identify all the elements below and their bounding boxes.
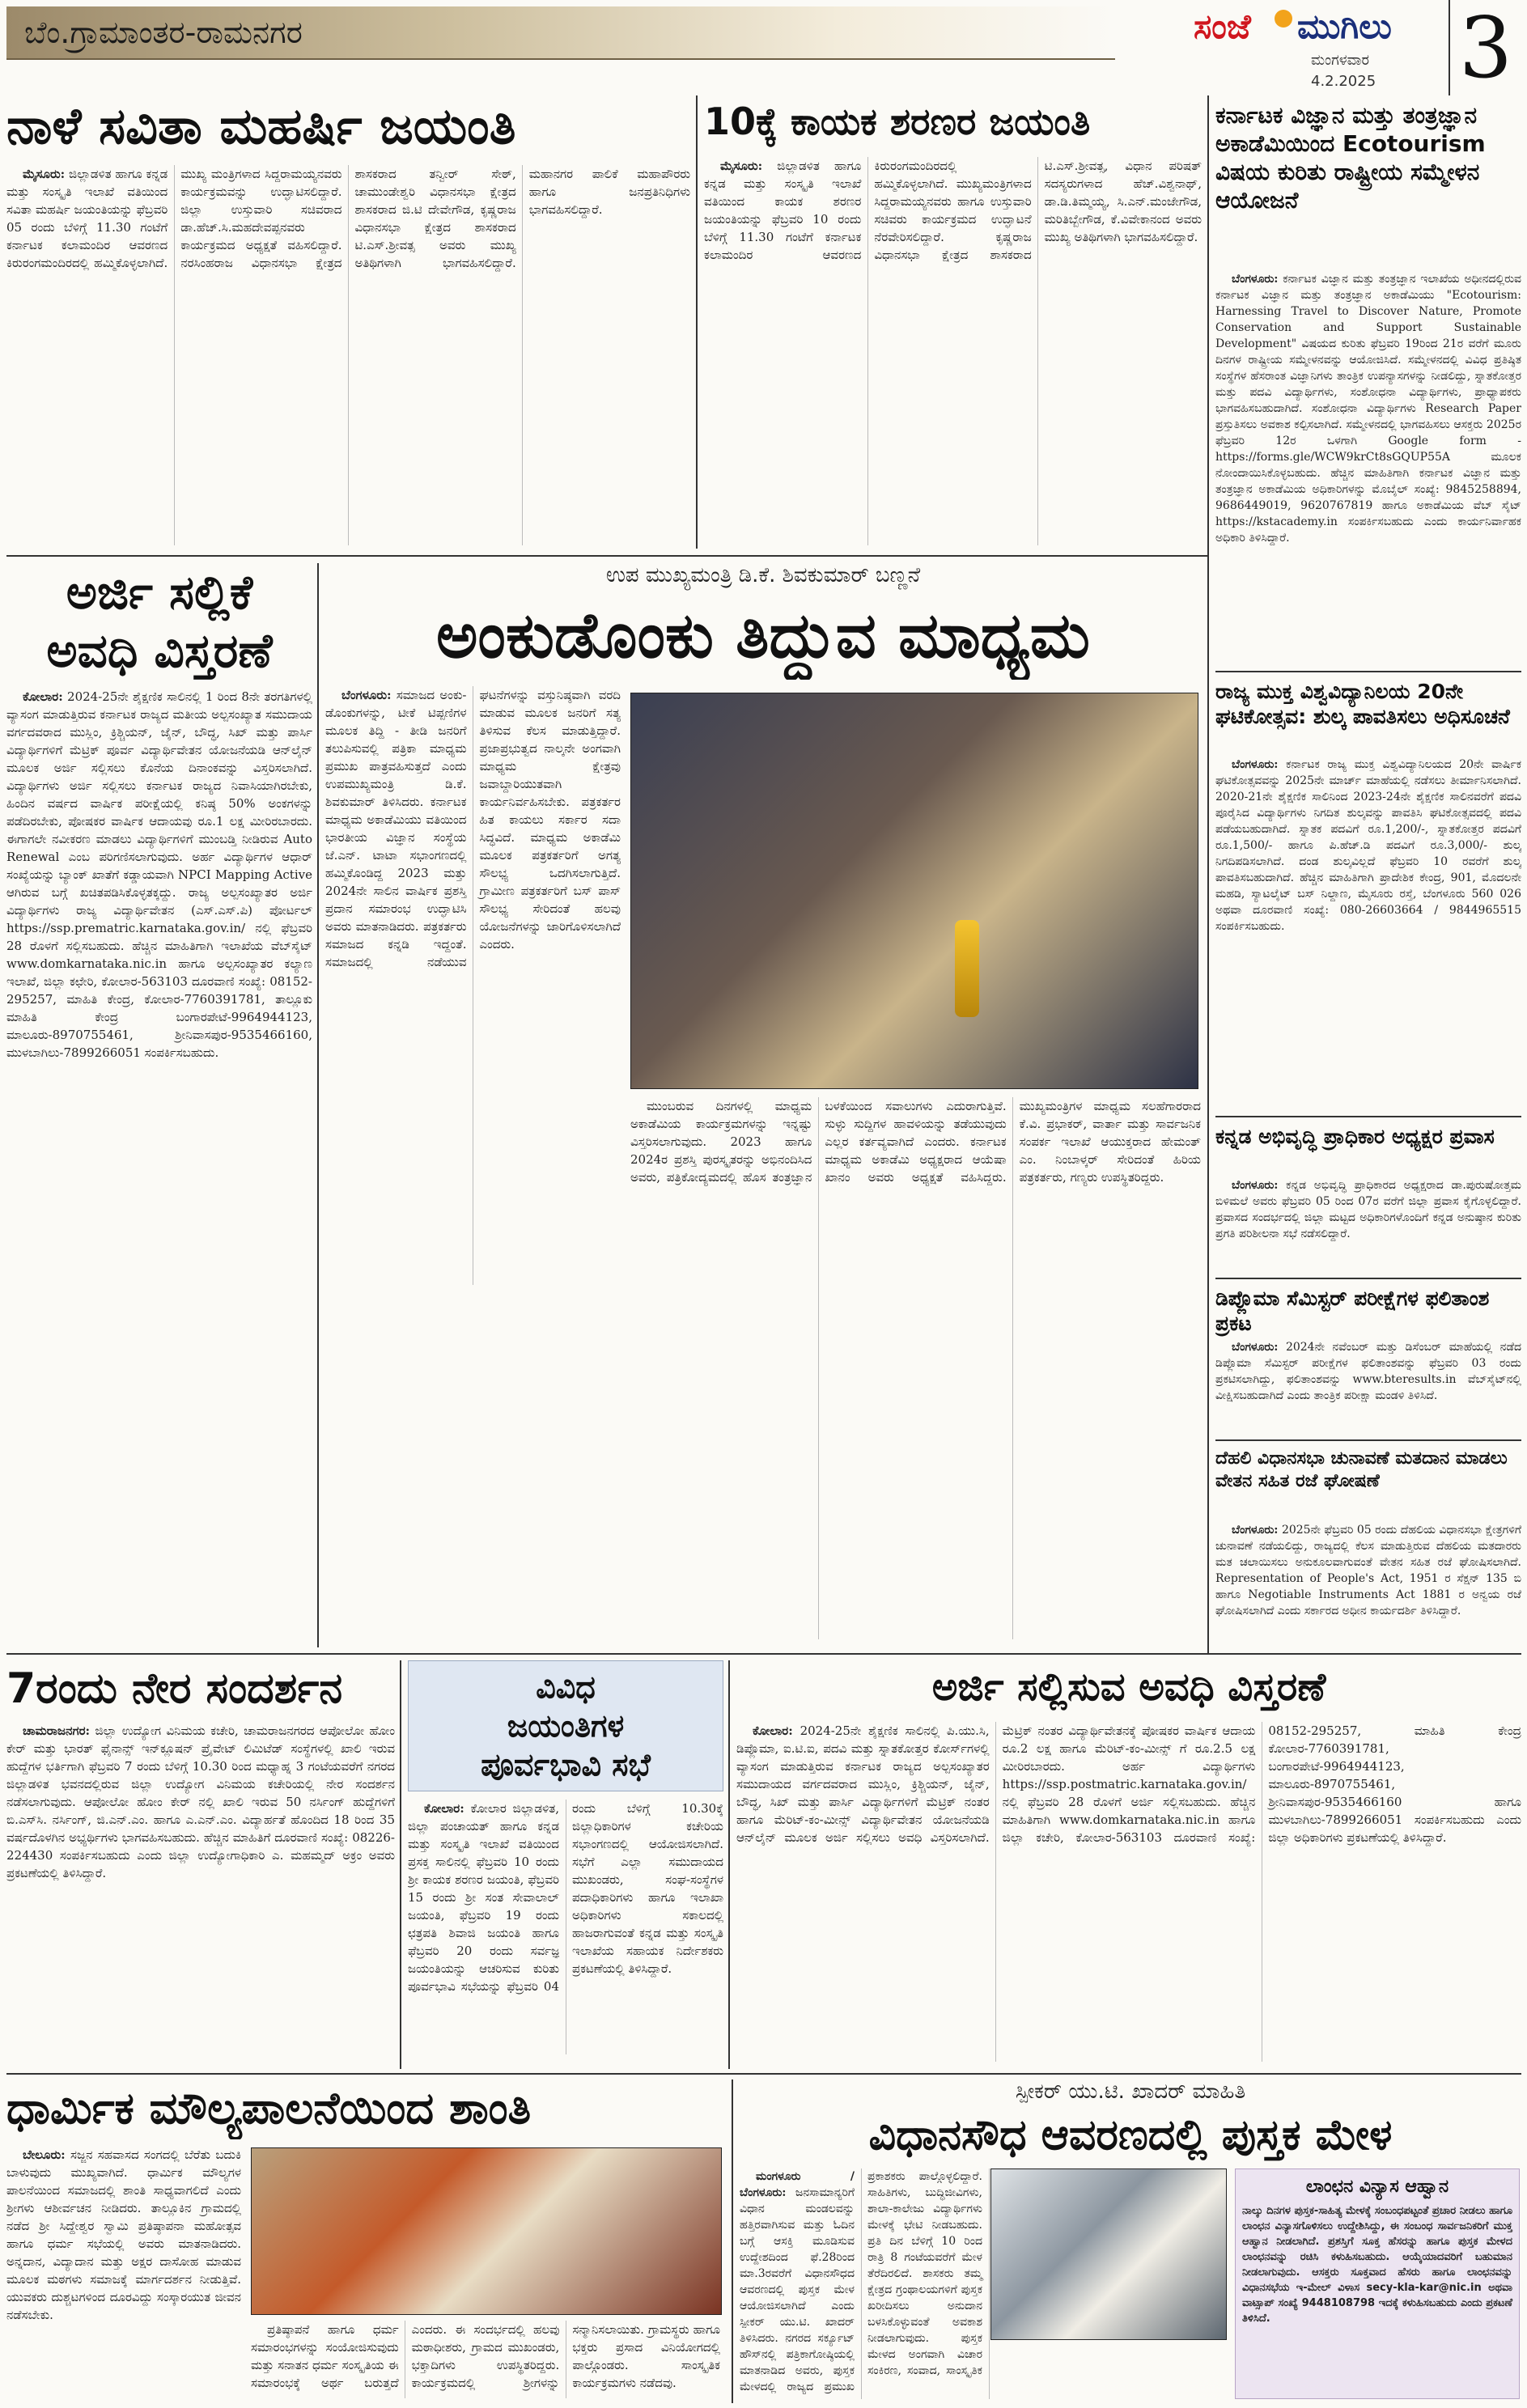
story-divider <box>1215 671 1521 672</box>
story-kayaka <box>704 95 1202 549</box>
headline-jayanthi-line2: ಜಯಂತಿಗಳ <box>507 1708 625 1744</box>
dateline: ಚಾಮರಾಜನಗರ: <box>23 1723 91 1738</box>
dateline: ಮೈಸೂರು: <box>720 159 763 173</box>
dateline: ಕೋಲಾರ: <box>753 1723 793 1738</box>
article-text: ಜಿಲ್ಲಾಡಳಿತ ಹಾಗೂ ಕನ್ನಡ ಮತ್ತು ಸಂಸ್ಕೃತಿ ಇಲಾಖೆ ವತಿಯಿಂದ ಸವಿತಾ ಮಹರ್ಷಿ ಜಯಂತಿಯನ್ನು ಫೆಬ್ರವರಿ 05 ರಂದು ಬೆಳಿಗ್ಗೆ 11.30 ಗಂಟೆಗೆ ಕರ್ನಾಟಕ ಕಲಾಮಂದಿರ ಆವರಣದ ಕಿರುರಂಗಮಂದಿರದಲ್ಲಿ ಹಮ್ಮಿಕೊಳ್ಳಲಾಗಿದೆ. ಮುಖ್ಯ ಮಂತ್ರಿಗಳಾದ ಸಿದ್ದರಾಮಯ್ಯನವರು ಕಾರ್ಯಕ್ರಮವನ್ನು ಉದ್ಘಾಟಿಸಲಿದ್ದಾರೆ. ಜಿಲ್ಲಾ ಉಸ್ತುವಾರಿ ಸಚಿವರಾದ ಡಾ.ಹೆಚ್.ಸಿ.ಮಹದೇವಪ್ಪನವರು ಕಾರ್ಯಕ್ರಮದ ಅಧ್ಯಕ್ಷತೆ ವಹಿಸಲಿದ್ದಾರೆ. ನರಸಿಂಹರಾಜ ವಿಧಾನಸಭಾ ಕ್ಷೇತ್ರದ ಶಾಸಕರಾದ ತನ್ವೀರ್ ಸೇಠ್, ಚಾಮುಂಡೇಶ್ವರಿ ವಿಧಾನಸಭಾ ಕ್ಷೇತ್ರದ ಶಾಸಕರಾದ ಜಿ.ಟಿ ದೇವೇಗೌಡ, ಕೃಷ್ಣರಾಜ ವಿಧಾನಸಭಾ ಕ್ಷೇತ್ರದ ಶಾಸಕರಾದ ಟಿ.ಎಸ್.ಶ್ರೀವತ್ಸ ಅವರು ಮುಖ್ಯ ಅತಿಥಿಗಳಾಗಿ ಭಾಗವಹಿಸಲಿದ್ದಾರೆ. ಮಹಾನಗರ ಪಾಲಿಕೆ ಮಹಾಪೌರರು ಹಾಗೂ ಜನಪ್ರತಿನಿಧಿಗಳು ಭಾಗವಹಿಸಲಿದ್ದಾರೆ. <box>6 167 690 270</box>
body-pustaka <box>740 2168 982 2399</box>
right-column <box>1215 101 1521 1653</box>
headline-dharmika: ಧಾರ್ಮಿಕ ಮೌಲ್ಯಪಾಲನೆಯಿಂದ ಶಾಂತಿ <box>6 2083 532 2134</box>
body-kannada <box>1215 1177 1521 1274</box>
section-divider <box>6 555 1207 557</box>
headline-delhi: ದೆಹಲಿ ವಿಧಾನಸಭಾ ಚುನಾವಣೆ ಮತದಾನ ಮಾಡಲು ವೇತನ ಸಹಿತ ರಜೆ ಘೋಷಣೆ <box>1215 1448 1508 1491</box>
story-divider <box>1215 1278 1521 1279</box>
article-text: 2024ನೇ ನವೆಂಬರ್ ಮತ್ತು ಡಿಸೆಂಬರ್ ಮಾಹೆಯಲ್ಲಿ ನಡೆದ ಡಿಪ್ಲೊಮಾ ಸೆಮಿಸ್ಟರ್ ಪರೀಕ್ಷೆಗಳ ಫಲಿತಾಂಶವನ್ನು ಫೆಬ್ರವರಿ 03 ರಂದು ಪ್ರಕಟಿಸಲಾಗಿದ್ದು, ಫಲಿತಾಂಶವನ್ನು www.bteresults.in ವೆಬ್‌ಸೈಟ್‌ನಲ್ಲಿ ವೀಕ್ಷಿಸಬಹುದಾಗಿದೆ ಎಂದು ತಾಂತ್ರಿಕ ಪರೀಕ್ಷಾ ಮಂಡಳಿ ತಿಳಿಸಿದೆ. <box>1215 1341 1521 1402</box>
body-arji <box>6 688 312 1634</box>
headline-lanchana: ಲಾಂಛನ ವಿನ್ಯಾಸ ಆಹ್ವಾನ <box>1305 2177 1449 2197</box>
column-divider <box>400 1660 401 2069</box>
body-avadhi <box>736 1722 1521 2062</box>
story-dharmika <box>6 2079 727 2403</box>
body-univ-fee <box>1215 757 1521 1113</box>
headline-pustaka: ವಿಧಾನಸೌಧ ಆವರಣದಲ್ಲಿ ಪುಸ್ತಕ ಮೇಳ <box>868 2111 1393 2160</box>
headline-nera: 7ರಂದು ನೇರ ಸಂದರ್ಶನ <box>6 1664 343 1713</box>
brand-name-left: ಸಂಜೆ <box>1194 6 1251 46</box>
article-text: ಜನಸಾಮಾನ್ಯರಿಗೆ ವಿಧಾನ ಮಂಡಲವನ್ನು ಹತ್ತಿರವಾಗಿಸುವ ಮತ್ತು ಓದಿನ ಬಗ್ಗೆ ಆಸಕ್ತಿ ಮೂಡಿಸುವ ಉದ್ದೇಶದಿಂದ ಫೆ.28ರಿಂದ ಮಾ.3ರವರೆಗೆ ವಿಧಾನಸೌಧದ ಆವರಣದಲ್ಲಿ ಪುಸ್ತಕ ಮೇಳ ಆಯೋಜಿಸಲಾಗಿದೆ ಎಂದು ಸ್ಪೀಕರ್ ಯು.ಟಿ. ಖಾದರ್ ತಿಳಿಸಿದರು. ನಗರದ ಸರ್ಕ್ಯೂಟ್ ಹೌಸ್‌ನಲ್ಲಿ ಪತ್ರಿಕಾಗೋಷ್ಠಿಯಲ್ಲಿ ಮಾತನಾಡಿದ ಅವರು, ಪುಸ್ತಕ ಮೇಳದಲ್ಲಿ ರಾಜ್ಯದ ಪ್ರಮುಖ ಪ್ರಕಾಶಕರು ಪಾಲ್ಗೊಳ್ಳಲಿದ್ದಾರೆ. ಸಾಹಿತಿಗಳು, ಬುದ್ಧಿಜೀವಿಗಳು, ಶಾಲಾ-ಕಾಲೇಜು ವಿದ್ಯಾರ್ಥಿಗಳು ಮೇಳಕ್ಕೆ ಭೇಟಿ ನೀಡಬಹುದು. ಪ್ರತಿ ದಿನ ಬೆಳಿಗ್ಗೆ 10 ರಿಂದ ರಾತ್ರಿ 8 ಗಂಟೆಯವರೆಗೆ ಮೇಳ ತೆರೆದಿರಲಿದೆ. ಶಾಸಕರು ತಮ್ಮ ಕ್ಷೇತ್ರದ ಗ್ರಂಥಾಲಯಗಳಿಗೆ ಪುಸ್ತಕ ಖರೀದಿಸಲು ಅನುದಾನ ಬಳಸಿಕೊಳ್ಳುವಂತೆ ಅವಕಾಶ ನೀಡಲಾಗುವುದು. ಪುಸ್ತಕ ಮೇಳದ ಅಂಗವಾಗಿ ವಿಚಾರ ಸಂಕಿರಣ, ಸಂವಾದ, ಸಾಂಸ್ಕೃತಿಕ <box>740 2170 982 2393</box>
story-avadhi <box>736 1660 1521 2069</box>
headline-univ-fee: ರಾಜ್ಯ ಮುಕ್ತ ವಿಶ್ವವಿದ್ಯಾನಿಲಯ 20ನೇ ಘಟಿಕೋತ್ಸವ: ಶುಲ್ಕ ಪಾವತಿಸಲು ಅಧಿಸೂಚನೆ <box>1215 680 1510 729</box>
section-divider <box>6 2073 1521 2075</box>
body-delhi <box>1215 1522 1521 1653</box>
headline-dkshi: ಅಂಕುಡೊಂಕು ತಿದ್ದುವ ಮಾಧ್ಯಮ <box>436 600 1090 672</box>
body-dharmika-right <box>251 2321 720 2398</box>
masthead-brand <box>1194 6 1436 95</box>
article-text: ಮುಂಬರುವ ದಿನಗಳಲ್ಲಿ ಮಾಧ್ಯಮ ಅಕಾಡೆಮಿಯ ಕಾರ್ಯಕ್ರಮಗಳನ್ನು ಇನ್ನಷ್ಟು ವಿಸ್ತರಿಸಲಾಗುವುದು. 2023 ಹಾಗೂ 2024ರ ಪ್ರಶಸ್ತಿ ಪುರಸ್ಕೃತರನ್ನು ಅಭಿನಂದಿಸಿದ ಅವರು, ಪತ್ರಿಕೋದ್ಯಮದಲ್ಲಿ ಹೊಸ ತಂತ್ರಜ್ಞಾನ ಬಳಕೆಯಿಂದ ಸವಾಲುಗಳು ಎದುರಾಗುತ್ತಿವೆ. ಸುಳ್ಳು ಸುದ್ದಿಗಳ ಹಾವಳಿಯನ್ನು ತಡೆಯುವುದು ಎಲ್ಲರ ಕರ್ತವ್ಯವಾಗಿದೆ ಎಂದರು. ಕರ್ನಾಟಕ ಮಾಧ್ಯಮ ಅಕಾಡೆಮಿ ಅಧ್ಯಕ್ಷರಾದ ಆಯೆಷಾ ಖಾನಂ ಅವರು ಅಧ್ಯಕ್ಷತೆ ವಹಿಸಿದ್ದರು. ಮುಖ್ಯಮಂತ್ರಿಗಳ ಮಾಧ್ಯಮ ಸಲಹೆಗಾರರಾದ ಕೆ.ವಿ. ಪ್ರಭಾಕರ್, ವಾರ್ತಾ ಮತ್ತು ಸಾರ್ವಜನಿಕ ಸಂಪರ್ಕ ಇಲಾಖೆ ಆಯುಕ್ತರಾದ ಹೇಮಂತ್ ಎಂ. ನಿಂಬಾಳ್ಕರ್ ಸೇರಿದಂತೆ ಹಿರಿಯ ಪತ್ರಕರ್ತರು, ಗಣ್ಯರು ಉಪಸ್ಥಿತರಿದ್ದರು. <box>630 1099 1201 1185</box>
headline-diploma: ಡಿಪ್ಲೊಮಾ ಸೆಮಿಸ್ಟರ್ ಪರೀಕ್ಷೆಗಳ ಫಲಿತಾಂಶ ಪ್ರಕಟ <box>1215 1287 1490 1336</box>
dkshi-event-photo <box>630 693 1198 1089</box>
column-divider <box>1207 95 1209 1653</box>
headline-avadhi: ಅರ್ಜಿ ಸಲ್ಲಿಸುವ ಅವಧಿ ವಿಸ್ತರಣೆ <box>931 1664 1326 1710</box>
body-diploma <box>1215 1339 1521 1436</box>
headline-jayanthi-line3: ಪೂರ್ವಭಾವಿ ಸಭೆ <box>481 1747 651 1783</box>
section-label: ಬೆಂ.ಗ್ರಾಮಾಂತರ-ರಾಮನಗರ <box>24 15 303 50</box>
dateline: ಮಂಗಳೂರು / ಬೆಂಗಳೂರು: <box>740 2170 855 2199</box>
story-nera <box>6 1660 395 2069</box>
section-label-bar <box>6 6 1115 60</box>
dateline: ಬೆಂಗಳೂರು: <box>1232 1179 1279 1192</box>
column-divider <box>732 2079 733 2403</box>
headline-box <box>408 1660 723 1791</box>
body-kayaka <box>704 157 1202 545</box>
body-ecotourism <box>1215 271 1521 668</box>
body-dkshi-bottom <box>630 1097 1201 1639</box>
body-dharmika-left <box>6 2146 241 2397</box>
headline-arji-line2: ಅವಧಿ ವಿಸ್ತರಣೆ <box>46 623 273 678</box>
dateline: ಬೆಂಗಳೂರು: <box>1232 758 1279 771</box>
lanchana-text: ನಾಲ್ಕು ದಿನಗಳ ಪುಸ್ತಕ-ಸಾಹಿತ್ಯ ಮೇಳಕ್ಕೆ ಸಂಬಂಧಪಟ್ಟಂತೆ ಪ್ರಚಾರ ನೀಡಲು ಹಾಗೂ ಲಾಂಛನ ವಿನ್ಯಾಸಗೊಳಿಸಲು ಉದ್ದೇಶಿಸಿದ್ದು, ಈ ಸಂಬಂಧ ಸಾರ್ವಜನಿಕರಿಗೆ ಮುಕ್ತ ಆಹ್ವಾನ ನೀಡಲಾಗಿದೆ. ಪ್ರಶಸ್ತಿಗೆ ಸೂಕ್ತ ಹೆಸರನ್ನು ಹಾಗೂ ಪುಸ್ತಕ ಮೇಳದ ಲಾಂಛನವನ್ನು ರಚಿಸಿ ಕಳುಹಿಸಬಹುದು. ಆಯ್ಕೆಯಾದವರಿಗೆ ಬಹುಮಾನ ನೀಡಲಾಗುವುದು. ಆಸಕ್ತರು ಸೂಕ್ತವಾದ ಹೆಸರು ಹಾಗೂ ಲಾಂಛನವನ್ನು ವಿಧಾನಸಭೆಯ ಇ-ಮೇಲ್ ವಿಳಾಸ secy-kla-kar@nic.in ಅಥವಾ ವಾಟ್ಸಾಪ್ ಸಂಖ್ಯೆ 9448108798 ಇದಕ್ಕೆ ಕಳುಹಿಸಬಹುದು ಎಂದು ಪ್ರಕಟಣೆ ತಿಳಿಸಿದೆ. <box>1242 2204 1512 2325</box>
kicker-dkshi: ಉಪ ಮುಖ್ಯಮಂತ್ರಿ ಡಿ.ಕೆ. ಶಿವಕುಮಾರ್ ಬಣ್ಣನೆ <box>605 563 921 587</box>
dateline: ಬೆಂಗಳೂರು: <box>1232 1341 1279 1354</box>
headline-savitha: ನಾಳೆ ಸವಿತಾ ಮಹರ್ಷಿ ಜಯಂತಿ <box>6 96 516 155</box>
article-text: ಸಜ್ಜನ ಸಹವಾಸದ ಸಂಗದಲ್ಲಿ ಬೆರೆತು ಬದುಕಿ ಬಾಳುವುದು ಮುಖ್ಯವಾಗಿದೆ. ಧಾರ್ಮಿಕ ಮೌಲ್ಯಗಳ ಪಾಲನೆಯಿಂದ ಸಮಾಜದಲ್ಲಿ ಶಾಂತಿ ಸಾಧ್ಯವಾಗಲಿದೆ ಎಂದು ಶ್ರೀಗಳು ಆಶೀರ್ವಚನ ನೀಡಿದರು. ತಾಲ್ಲೂಕಿನ ಗ್ರಾಮದಲ್ಲಿ ನಡೆದ ಶ್ರೀ ಸಿದ್ದೇಶ್ವರ ಸ್ವಾಮಿ ಪ್ರತಿಷ್ಠಾಪನಾ ಮಹೋತ್ಸವ ಹಾಗೂ ಧರ್ಮ ಸಭೆಯಲ್ಲಿ ಅವರು ಮಾತನಾಡಿದರು. ಅನ್ನದಾನ, ವಿದ್ಯಾದಾನ ಮತ್ತು ಅಕ್ಷರ ದಾಸೋಹ ಮಾಡುವ ಮೂಲಕ ಮಠಗಳು ಸಮಾಜಕ್ಕೆ ಮಾರ್ಗದರ್ಶನ ನೀಡುತ್ತಿವೆ. ಯುವಕರು ದುಶ್ಚಟಗಳಿಂದ ದೂರವಿದ್ದು ಸಂಸ್ಕಾರಯುತ ಜೀವನ ನಡೆಸಬೇಕು. <box>6 2147 241 2322</box>
headline-kannada: ಕನ್ನಡ ಅಭಿವೃದ್ಧಿ ಪ್ರಾಧಿಕಾರ ಅಧ್ಯಕ್ಷರ ಪ್ರವಾಸ <box>1215 1125 1495 1148</box>
article-text: ಕರ್ನಾಟಕ ರಾಜ್ಯ ಮುಕ್ತ ವಿಶ್ವವಿದ್ಯಾನಿಲಯದ 20ನೇ ವಾರ್ಷಿಕ ಘಟಿಕೋತ್ಸವವನ್ನು 2025ನೇ ಮಾರ್ಚ್ ಮಾಹೆಯಲ್ಲಿ ನಡೆಸಲು ತೀರ್ಮಾನಿಸಲಾಗಿದೆ. 2020-21ನೇ ಶೈಕ್ಷಣಿಕ ಸಾಲಿನಿಂದ 2023-24ನೇ ಶೈಕ್ಷಣಿಕ ಸಾಲಿನವರೆಗೆ ಪದವಿ ಪೂರೈಸಿದ ವಿದ್ಯಾರ್ಥಿಗಳು ನಿಗದಿತ ಶುಲ್ಕವನ್ನು ಪಾವತಿಸಿ ಘಟಿಕೋತ್ಸವದಲ್ಲಿ ಪದವಿ ಪಡೆಯಬಹುದಾಗಿದೆ. ಸ್ನಾತಕ ಪದವಿಗೆ ರೂ.1,200/-, ಸ್ನಾತಕೋತ್ತರ ಪದವಿಗೆ ರೂ.1,500/- ಹಾಗೂ ಪಿ.ಹೆಚ್.ಡಿ ಪದವಿಗೆ ರೂ.3,000/- ಶುಲ್ಕ ನಿಗದಿಪಡಿಸಲಾಗಿದೆ. ದಂಡ ಶುಲ್ಕವಿಲ್ಲದೆ ಫೆಬ್ರವರಿ 10 ರವರೆಗೆ ಶುಲ್ಕ ಪಾವತಿಸಬಹುದಾಗಿದೆ. ಹೆಚ್ಚಿನ ಮಾಹಿತಿಗಾಗಿ ಪ್ರಾದೇಶಿಕ ಕೇಂದ್ರ, 901, ಮೊದಲನೇ ಮಹಡಿ, ಸ್ಯಾಟಲೈಟ್ ಬಸ್ ನಿಲ್ದಾಣ, ಮೈಸೂರು ರಸ್ತೆ, ಬೆಂಗಳೂರು 560 026 ಅಥವಾ ದೂರವಾಣಿ ಸಂಖ್ಯೆ: 080-26603664 / 9844965515 ಸಂಪರ್ಕಿಸಬಹುದು. <box>1215 758 1521 933</box>
headline-jayanthi-line1: ವಿವಿಧ <box>536 1669 596 1705</box>
body-dkshi-top <box>325 686 621 1285</box>
dateline: ಮೈಸೂರು: <box>23 167 66 181</box>
article-text: ಕರ್ನಾಟಕ ವಿಜ್ಞಾನ ಮತ್ತು ತಂತ್ರಜ್ಞಾನ ಇಲಾಖೆಯ ಅಧೀನದಲ್ಲಿರುವ ಕರ್ನಾಟಕ ವಿಜ್ಞಾನ ಮತ್ತು ತಂತ್ರಜ್ಞಾನ ಅಕಾಡೆಮಿಯು "Ecotourism: Harnessing Travel to Discover Nature, Promote Conservation and Support Sustainable Development" ವಿಷಯದ ಕುರಿತು ಫೆಬ್ರವರಿ 19ರಿಂದ 21ರ ವರೆಗೆ ಮೂರು ದಿನಗಳ ರಾಷ್ಟ್ರೀಯ ಸಮ್ಮೇಳನವನ್ನು ಆಯೋಜಿಸಿದೆ. ಸಮ್ಮೇಳನದಲ್ಲಿ ವಿವಿಧ ಪ್ರತಿಷ್ಠಿತ ಸಂಸ್ಥೆಗಳ ಹೆಸರಾಂತ ವಿಜ್ಞಾನಿಗಳು ತಾಂತ್ರಿಕ ಉಪನ್ಯಾಸಗಳನ್ನು ನೀಡಲಿದ್ದು, ಸ್ನಾತಕೋತ್ತರ ಮತ್ತು ಪದವಿ ವಿದ್ಯಾರ್ಥಿಗಳು, ಸಂಶೋಧನಾ ವಿದ್ಯಾರ್ಥಿಗಳು, ಪ್ರಾಧ್ಯಾಪಕರು ಭಾಗವಹಿಸಬಹುದಾಗಿದೆ. ಸಂಶೋಧನಾ ವಿದ್ಯಾರ್ಥಿಗಳು Research Paper ಪ್ರಸ್ತುತಿಸಲು ಅವಕಾಶ ಕಲ್ಪಿಸಲಾಗಿದೆ. ಸಮ್ಮೇಳನದಲ್ಲಿ ಭಾಗವಹಿಸಲು ಆಸಕ್ತರು 2025ರ ಫೆಬ್ರವರಿ 12ರ ಒಳಗಾಗಿ Google form - https://forms.gle/WCW9krCt8sGQUP55A ಮೂಲಕ ನೋಂದಾಯಿಸಿಕೊಳ್ಳಬಹುದು. ಹೆಚ್ಚಿನ ಮಾಹಿತಿಗಾಗಿ ಕರ್ನಾಟಕ ವಿಜ್ಞಾನ ಮತ್ತು ತಂತ್ರಜ್ಞಾನ ಅಕಾಡೆಮಿಯ ಅಧಿಕಾರಿಗಳನ್ನು ಮೊಬೈಲ್ ಸಂಖ್ಯೆ: 9845258894, 9686449019, 9620767819 ಹಾಗೂ ಅಕಾಡೆಮಿಯ ವೆಬ್ ಸೈಟ್ https://kstacademy.in ಸಂಪರ್ಕಿಸಬಹುದು ಎಂದು ಕಾರ್ಯನಿರ್ವಾಹಕ ಅಧಿಕಾರಿ ತಿಳಿಸಿದ್ದಾರೆ. <box>1215 273 1521 545</box>
article-text: ಸಮಾಜದ ಅಂಕು-ಡೊಂಕುಗಳನ್ನು, ಟೀಕೆ ಟಿಪ್ಪಣಿಗಳ ಮೂಲಕ ತಿದ್ದಿ - ತೀಡಿ ಜನರಿಗೆ ತಲುಪಿಸುವಲ್ಲಿ ಪತ್ರಿಕಾ ಮಾಧ್ಯಮ ಪ್ರಮುಖ ಪಾತ್ರವಹಿಸುತ್ತದೆ ಎಂದು ಉಪಮುಖ್ಯಮಂತ್ರಿ ಡಿ.ಕೆ. ಶಿವಕುಮಾರ್ ತಿಳಿಸಿದರು. ಕರ್ನಾಟಕ ಮಾಧ್ಯಮ ಅಕಾಡೆಮಿಯು ವತಿಯಿಂದ ಭಾರತೀಯ ವಿಜ್ಞಾನ ಸಂಸ್ಥೆಯ ಜೆ.ಎನ್. ಟಾಟಾ ಸಭಾಂಗಣದಲ್ಲಿ ಹಮ್ಮಿಕೊಂಡಿದ್ದ 2023 ಮತ್ತು 2024ನೇ ಸಾಲಿನ ವಾರ್ಷಿಕ ಪ್ರಶಸ್ತಿ ಪ್ರದಾನ ಸಮಾರಂಭ ಉದ್ಘಾಟಿಸಿ ಅವರು ಮಾತನಾಡಿದರು. ಪತ್ರಕರ್ತರು ಸಮಾಜದ ಕನ್ನಡಿ ಇದ್ದಂತೆ. ಸಮಾಜದಲ್ಲಿ ನಡೆಯುವ ಘಟನೆಗಳನ್ನು ವಸ್ತುನಿಷ್ಠವಾಗಿ ವರದಿ ಮಾಡುವ ಮೂಲಕ ಜನರಿಗೆ ಸತ್ಯ ತಿಳಿಸುವ ಕೆಲಸ ಮಾಡುತ್ತಿದ್ದಾರೆ. ಪ್ರಜಾಪ್ರಭುತ್ವದ ನಾಲ್ಕನೇ ಅಂಗವಾಗಿ ಮಾಧ್ಯಮ ಕ್ಷೇತ್ರವು ಜವಾಬ್ದಾರಿಯುತವಾಗಿ ಕಾರ್ಯನಿರ್ವಹಿಸಬೇಕು. ಪತ್ರಕರ್ತರ ಹಿತ ಕಾಯಲು ಸರ್ಕಾರ ಸದಾ ಸಿದ್ಧವಿದೆ. ಮಾಧ್ಯಮ ಅಕಾಡೆಮಿ ಮೂಲಕ ಪತ್ರಕರ್ತರಿಗೆ ಅಗತ್ಯ ಸೌಲಭ್ಯ ಒದಗಿಸಲಾಗುತ್ತಿದೆ. ಗ್ರಾಮೀಣ ಪತ್ರಕರ್ತರಿಗೆ ಬಸ್ ಪಾಸ್ ಸೌಲಭ್ಯ ಸೇರಿದಂತೆ ಹಲವು ಯೋಜನೆಗಳನ್ನು ಜಾರಿಗೊಳಿಸಲಾಗಿದೆ ಎಂದರು. <box>325 688 621 969</box>
dateline: ಕೋಲಾರ: <box>23 689 63 704</box>
column-divider <box>317 563 319 1647</box>
column-divider <box>696 95 698 549</box>
dateline: ಬೆಂಗಳೂರು: <box>1232 1524 1279 1537</box>
lanchana-box <box>1235 2168 1520 2399</box>
dateline: ಬೇಲೂರು: <box>23 2147 66 2162</box>
article-text: 2024-25ನೇ ಶೈಕ್ಷಣಿಕ ಸಾಲಿನಲ್ಲಿ ಪಿ.ಯು.ಸಿ, ಡಿಪ್ಲೊಮಾ, ಐ.ಟಿ.ಐ, ಪದವಿ ಮತ್ತು ಸ್ನಾತಕೋತ್ತರ ಕೋರ್ಸ್‌ಗಳಲ್ಲಿ ವ್ಯಾಸಂಗ ಮಾಡುತ್ತಿರುವ ಕರ್ನಾಟಕ ರಾಜ್ಯದ ಅಲ್ಪಸಂಖ್ಯಾತರ ಸಮುದಾಯದ ವರ್ಗದವರಾದ ಮುಸ್ಲಿಂ, ಕ್ರಿಶ್ಚಿಯನ್, ಜೈನ್, ಬೌದ್ಧ, ಸಿಖ್ ಮತ್ತು ಪಾರ್ಸಿ ವಿದ್ಯಾರ್ಥಿಗಳಿಗೆ ಮೆಟ್ರಿಕ್ ನಂತರ ಹಾಗೂ ಮೆರಿಟ್-ಕಂ-ಮೀನ್ಸ್ ವಿದ್ಯಾರ್ಥಿವೇತನ ಯೋಜನೆಯಡಿ ಆನ್‌ಲೈನ್ ಮೂಲಕ ಅರ್ಜಿ ಸಲ್ಲಿಸಲು ಅವಧಿ ವಿಸ್ತರಿಸಲಾಗಿದೆ. ಮೆಟ್ರಿಕ್ ನಂತರ ವಿದ್ಯಾರ್ಥಿವೇತನಕ್ಕೆ ಪೋಷಕರ ವಾರ್ಷಿಕ ಆದಾಯ ರೂ.2 ಲಕ್ಷ ಹಾಗೂ ಮೆರಿಟ್-ಕಂ-ಮೀನ್ಸ್ ಗೆ ರೂ.2.5 ಲಕ್ಷ ಮೀರಿರಬಾರದು. ಅರ್ಹ ವಿದ್ಯಾರ್ಥಿಗಳು https://ssp.postmatric.karnataka.gov.in/ ನಲ್ಲಿ ಫೆಬ್ರವರಿ 28 ರೊಳಗೆ ಅರ್ಜಿ ಸಲ್ಲಿಸಬಹುದು. ಹೆಚ್ಚಿನ ಮಾಹಿತಿಗಾಗಿ www.domkarnataka.nic.in ಹಾಗೂ ಜಿಲ್ಲಾ ಕಚೇರಿ, ಕೋಲಾರ-563103 ದೂರವಾಣಿ ಸಂಖ್ಯೆ: 08152-295257, ಮಾಹಿತಿ ಕೇಂದ್ರ ಕೋಲಾರ-7760391781, ಬಂಗಾರಪೇಟೆ-9964944123, ಮಾಲೂರು-8970755461, ಶ್ರೀನಿವಾಸಪುರ-9535466160 ಹಾಗೂ ಮುಳಬಾಗಿಲು-7899266051 ಸಂಪರ್ಕಿಸಬಹುದು ಎಂದು ಜಿಲ್ಲಾ ಅಧಿಕಾರಿಗಳು ಪ್ರಕಟಣೆಯಲ್ಲಿ ತಿಳಿಸಿದ್ದಾರೆ. <box>736 1723 1521 1845</box>
story-divider <box>1215 1116 1521 1117</box>
article-text: ಜಿಲ್ಲಾ ಉದ್ಯೋಗ ವಿನಿಮಯ ಕಚೇರಿ, ಚಾಮರಾಜನಗರದ ಆಪೋಲೋ ಹೋಂ ಕೇರ್ ಮತ್ತು ಭಾರತ್ ಫೈನಾನ್ಸ್ ಇನ್‌ಕ್ಲೂಷನ್ ಪ್ರೈವೇಟ್ ಲಿಮಿಟೆಡ್ ಸಂಸ್ಥೆಗಳಲ್ಲಿ ಖಾಲಿ ಇರುವ ಹುದ್ದೆಗಳ ಭರ್ತಿಗಾಗಿ ಫೆಬ್ರವರಿ 7 ರಂದು ಬೆಳಿಗ್ಗೆ 10.30 ರಿಂದ ಮಧ್ಯಾಹ್ನ 3 ಗಂಟೆಯವರೆಗೆ ನಗರದ ಜಿಲ್ಲಾಡಳಿತ ಭವನದಲ್ಲಿರುವ ಜಿಲ್ಲಾ ಉದ್ಯೋಗ ವಿನಿಮಯ ಕಚೇರಿಯಲ್ಲಿ ನೇರ ಸಂದರ್ಶನ ನಡೆಸಲಾಗುವುದು. ಆಪೋಲೋ ಹೋಂ ಕೇರ್ ನಲ್ಲಿ ಖಾಲಿ ಇರುವ 50 ನರ್ಸಿಂಗ್ ಹುದ್ದೆಗಳಿಗೆ ಬಿ.ಎಸ್‌ಸಿ. ನರ್ಸಿಂಗ್, ಜಿ.ಎನ್.ಎಂ. ಹಾಗೂ ಎ.ಎನ್.ಎಂ. ವಿದ್ಯಾರ್ಹತೆ ಹೊಂದಿದ 18 ರಿಂದ 35 ವರ್ಷದೊಳಗಿನ ಅಭ್ಯರ್ಥಿಗಳು ಭಾಗವಹಿಸಬಹುದು. ಹೆಚ್ಚಿನ ಮಾಹಿತಿಗೆ ದೂರವಾಣಿ ಸಂಖ್ಯೆ: 08226-224430 ಸಂಪರ್ಕಿಸಬಹುದು ಎಂದು ಜಿಲ್ಲಾ ಉದ್ಯೋಗಾಧಿಕಾರಿ ಎ. ಮಹಮ್ಮದ್ ಅಕ್ರಂ ಅವರು ಪ್ರಕಟಣೆಯಲ್ಲಿ ತಿಳಿಸಿದ್ದಾರೆ. <box>6 1723 395 1880</box>
brand-name-right: ಮುಗಿಲು <box>1297 6 1392 46</box>
dateline: ಕೋಲಾರ: <box>424 1801 464 1816</box>
page-number: 3 <box>1449 0 1521 95</box>
dateline: ಬೆಂಗಳೂರು: <box>1232 273 1279 286</box>
story-dkshi <box>325 563 1201 1647</box>
body-jayanthi-sabhe <box>408 1800 723 2054</box>
lamp-lighting-icon <box>955 920 979 1017</box>
article-text: ಕೋಲಾರ ಜಿಲ್ಲಾಡಳಿತ, ಜಿಲ್ಲಾ ಪಂಚಾಯತ್ ಹಾಗೂ ಕನ್ನಡ ಮತ್ತು ಸಂಸ್ಕೃತಿ ಇಲಾಖೆ ವತಿಯಿಂದ ಪ್ರಸಕ್ತ ಸಾಲಿನಲ್ಲಿ ಫೆಬ್ರವರಿ 10 ರಂದು ಶ್ರೀ ಕಾಯಕ ಶರಣರ ಜಯಂತಿ, ಫೆಬ್ರವರಿ 15 ರಂದು ಶ್ರೀ ಸಂತ ಸೇವಾಲಾಲ್ ಜಯಂತಿ, ಫೆಬ್ರವರಿ 19 ರಂದು ಛತ್ರಪತಿ ಶಿವಾಜಿ ಜಯಂತಿ ಹಾಗೂ ಫೆಬ್ರವರಿ 20 ರಂದು ಸರ್ವಜ್ಞ ಜಯಂತಿಯನ್ನು ಆಚರಿಸುವ ಕುರಿತು ಪೂರ್ವಭಾವಿ ಸಭೆಯನ್ನು ಫೆಬ್ರವರಿ 04 ರಂದು ಬೆಳಿಗ್ಗೆ 10.30ಕ್ಕೆ ಜಿಲ್ಲಾಧಿಕಾರಿಗಳ ಕಚೇರಿಯ ಸಭಾಂಗಣದಲ್ಲಿ ಆಯೋಜಿಸಲಾಗಿದೆ. ಸಭೆಗೆ ಎಲ್ಲಾ ಸಮುದಾಯದ ಮುಖಂಡರು, ಸಂಘ-ಸಂಸ್ಥೆಗಳ ಪದಾಧಿಕಾರಿಗಳು ಹಾಗೂ ಇಲಾಖಾ ಅಧಿಕಾರಿಗಳು ಸಕಾಲದಲ್ಲಿ ಹಾಜರಾಗುವಂತೆ ಕನ್ನಡ ಮತ್ತು ಸಂಸ್ಕೃತಿ ಇಲಾಖೆಯ ಸಹಾಯಕ ನಿರ್ದೇಶಕರು ಪ್ರಕಟಣೆಯಲ್ಲಿ ತಿಳಿಸಿದ್ದಾರೆ. <box>408 1801 723 1994</box>
dharmika-event-photo <box>251 2147 722 2315</box>
article-text: ಕನ್ನಡ ಅಭಿವೃದ್ಧಿ ಪ್ರಾಧಿಕಾರದ ಅಧ್ಯಕ್ಷರಾದ ಡಾ.ಪುರುಷೋತ್ತಮ ಬಿಳಿಮಲೆ ಅವರು ಫೆಬ್ರವರಿ 05 ರಿಂದ 07ರ ವರೆಗೆ ಜಿಲ್ಲಾ ಪ್ರವಾಸ ಕೈಗೊಳ್ಳಲಿದ್ದಾರೆ. ಪ್ರವಾಸದ ಸಂದರ್ಭದಲ್ಲಿ ಜಿಲ್ಲಾ ಮಟ್ಟದ ಅಧಿಕಾರಿಗಳೊಂದಿಗೆ ಕನ್ನಡ ಅನುಷ್ಠಾನ ಕುರಿತು ಪ್ರಗತಿ ಪರಿಶೀಲನಾ ಸಭೆ ನಡೆಸಲಿದ್ದಾರೆ. <box>1215 1179 1521 1240</box>
story-arji <box>6 563 312 1647</box>
speaker-photo <box>990 2168 1227 2340</box>
article-text: 2025ನೇ ಫೆಬ್ರವರಿ 05 ರಂದು ದೆಹಲಿಯ ವಿಧಾನಸಭಾ ಕ್ಷೇತ್ರಗಳಿಗೆ ಚುನಾವಣೆ ನಡೆಯಲಿದ್ದು, ರಾಜ್ಯದಲ್ಲಿ ಕೆಲಸ ಮಾಡುತ್ತಿರುವ ದೆಹಲಿಯ ಮತದಾರರು ಮತ ಚಲಾಯಿಸಲು ಅನುಕೂಲವಾಗುವಂತೆ ವೇತನ ಸಹಿತ ರಜೆ ಘೋಷಿಸಲಾಗಿದೆ. Representation of People's Act, 1951 ರ ಸೆಕ್ಷನ್ 135 ಬಿ ಹಾಗೂ Negotiable Instruments Act 1881 ರ ಅನ್ವಯ ರಜೆ ಘೋಷಿಸಲಾಗಿದೆ ಎಂದು ಸರ್ಕಾರದ ಅಧೀನ ಕಾರ್ಯದರ್ಶಿ ತಿಳಿಸಿದ್ದಾರೆ. <box>1215 1524 1521 1617</box>
headline-kayaka: 10ಕ್ಕೆ ಕಾಯಕ ಶರಣರ ಜಯಂತಿ <box>704 100 1091 143</box>
story-savitha <box>6 95 690 549</box>
issue-day: ಮಂಗಳವಾರ <box>1311 52 1370 69</box>
column-divider <box>728 1660 730 2069</box>
story-jayanthi-sabhe <box>408 1660 723 2069</box>
sun-icon <box>1275 10 1292 28</box>
story-divider <box>1215 1439 1521 1441</box>
article-text: 2024-25ನೇ ಶೈಕ್ಷಣಿಕ ಸಾಲಿನಲ್ಲಿ 1 ರಿಂದ 8ನೇ ತರಗತಿಗಳಲ್ಲಿ ವ್ಯಾಸಂಗ ಮಾಡುತ್ತಿರುವ ಕರ್ನಾಟಕ ರಾಜ್ಯದ ಮತೀಯ ಅಲ್ಪಸಂಖ್ಯಾತ ಸಮುದಾಯ ವರ್ಗದವರಾದ ಮುಸ್ಲಿಂ, ಕ್ರಿಶ್ಚಿಯನ್, ಜೈನ್, ಬೌದ್ಧ, ಸಿಖ್ ಮತ್ತು ಪಾರ್ಸಿ ವಿದ್ಯಾರ್ಥಿಗಳಿಗೆ ಮೆಟ್ರಿಕ್ ಪೂರ್ವ ವಿದ್ಯಾರ್ಥಿವೇತನ ಯೋಜನೆಯಡಿ ಆನ್‌ಲೈನ್ ಮೂಲಕ ಅರ್ಜಿ ಸಲ್ಲಿಸಲು ಕೊನೆಯ ದಿನಾಂಕವನ್ನು ವಿಸ್ತರಿಸಲಾಗಿದೆ. ವಿದ್ಯಾರ್ಥಿಗಳು ಅರ್ಜಿ ಸಲ್ಲಿಸಲು ಕರ್ನಾಟಕ ರಾಜ್ಯದ ನಿವಾಸಿಯಾಗಿರಬೇಕು, ಹಿಂದಿನ ವರ್ಷದ ವಾರ್ಷಿಕ ಪರೀಕ್ಷೆಯಲ್ಲಿ ಕನಿಷ್ಠ 50% ಅಂಕಗಳನ್ನು ಪಡೆದಿರಬೇಕು, ಪೋಷಕರ ವಾರ್ಷಿಕ ಆದಾಯವು ರೂ.1 ಲಕ್ಷ ಮೀರಿರಬಾರದು. ಈಗಾಗಲೇ ನವೀಕರಣ ಮಾಡಲು ವಿದ್ಯಾರ್ಥಿಗಳಿಗೆ ಮುಂಬಡ್ತಿ ನೀಡಿರುವ Auto Renewal ಎಂಬ ಪರಿಗಣಿಸಲಾಗುವುದು. ಅರ್ಹ ವಿದ್ಯಾರ್ಥಿಗಳ ಆಧಾರ್ ಸಂಖ್ಯೆಯನ್ನು ಬ್ಯಾಂಕ್ ಖಾತೆಗೆ ಕಡ್ಡಾಯವಾಗಿ NPCI Mapping Active ಆಗಿರುವ ಬಗ್ಗೆ ಖಚಿತಪಡಿಸಿಕೊಳ್ಳತಕ್ಕದ್ದು. ರಾಜ್ಯ ಅಲ್ಪಸಂಖ್ಯಾತರ ಅರ್ಜಿ ವಿದ್ಯಾರ್ಥಿಗಳು ರಾಜ್ಯ ವಿದ್ಯಾರ್ಥಿವೇತನ (ಎಸ್.ಎಸ್.ಪಿ) ಪೋರ್ಟಲ್ https://ssp.prematric.karnataka.gov.in/ ನಲ್ಲಿ ಫೆಬ್ರವರಿ 28 ರೊಳಗೆ ಸಲ್ಲಿಸಬಹುದು. ಹೆಚ್ಚಿನ ಮಾಹಿತಿಗಾಗಿ ಇಲಾಖೆಯ ವೆಬ್‌ಸೈಟ್ www.domkarnataka.nic.in ಹಾಗೂ ಅಲ್ಪಸಂಖ್ಯಾತರ ಕಲ್ಯಾಣ ಇಲಾಖೆ, ಜಿಲ್ಲಾ ಕಛೇರಿ, ಕೋಲಾರ-563103 ದೂರವಾಣಿ ಸಂಖ್ಯೆ: 08152-295257, ಮಾಹಿತಿ ಕೇಂದ್ರ, ಕೋಲಾರ-7760391781, ತಾಲ್ಲೂಕು ಮಾಹಿತಿ ಕೇಂದ್ರ ಬಂಗಾರಪೇಟೆ-9964944123, ಮಾಲೂರು-8970755461, ಶ್ರೀನಿವಾಸಪುರ-9535466160, ಮುಳಬಾಗಿಲು-7899266051 ಸಂಪರ್ಕಿಸಬಹುದು. <box>6 689 312 1060</box>
body-nera <box>6 1722 395 2062</box>
kicker-pustaka: ಸ್ಪೀಕರ್ ಯು.ಟಿ. ಖಾದರ್ ಮಾಹಿತಿ <box>1015 2079 1246 2104</box>
headline-ecotourism: ಕರ್ನಾಟಕ ವಿಜ್ಞಾನ ಮತ್ತು ತಂತ್ರಜ್ಞಾನ ಅಕಾಡೆಮಿಯಿಂದ Ecotourism ವಿಷಯ ಕುರಿತು ರಾಷ್ಟ್ರೀಯ ಸಮ್ಮೇಳನ ಆಯೋಜನೆ <box>1215 102 1486 214</box>
headline-arji-line1: ಅರ್ಜಿ ಸಲ್ಲಿಕೆ <box>66 565 253 620</box>
section-divider <box>6 1653 1521 1655</box>
body-savitha <box>6 165 690 545</box>
story-pustaka <box>740 2079 1521 2403</box>
article-text: ಜಿಲ್ಲಾಡಳಿತ ಹಾಗೂ ಕನ್ನಡ ಮತ್ತು ಸಂಸ್ಕೃತಿ ಇಲಾಖೆ ವತಿಯಿಂದ ಕಾಯಕ ಶರಣರ ಜಯಂತಿಯನ್ನು ಫೆಬ್ರವರಿ 10 ರಂದು ಬೆಳಿಗ್ಗೆ 11.30 ಗಂಟೆಗೆ ಕರ್ನಾಟಕ ಕಲಾಮಂದಿರ ಆವರಣದ ಕಿರುರಂಗಮಂದಿರದಲ್ಲಿ ಹಮ್ಮಿಕೊಳ್ಳಲಾಗಿದೆ. ಮುಖ್ಯಮಂತ್ರಿಗಳಾದ ಸಿದ್ದರಾಮಯ್ಯನವರು ಹಾಗೂ ಉಸ್ತುವಾರಿ ಸಚಿವರು ಕಾರ್ಯಕ್ರಮದ ಉದ್ಘಾಟನೆ ನೆರವೇರಿಸಲಿದ್ದಾರೆ. ಕೃಷ್ಣರಾಜ ವಿಧಾನಸಭಾ ಕ್ಷೇತ್ರದ ಶಾಸಕರಾದ ಟಿ.ಎಸ್.ಶ್ರೀವತ್ಸ, ವಿಧಾನ ಪರಿಷತ್ ಸದಸ್ಯರುಗಳಾದ ಹೆಚ್.ವಿಶ್ವನಾಥ್, ಡಾ.ಡಿ.ತಿಮ್ಮಯ್ಯ, ಸಿ.ಎನ್.ಮಂಜೇಗೌಡ, ಮರಿತಿಬ್ಬೇಗೌಡ, ಕೆ.ವಿವೇಕಾನಂದ ಅವರು ಮುಖ್ಯ ಅತಿಥಿಗಳಾಗಿ ಭಾಗವಹಿಸಲಿದ್ದಾರೆ. <box>704 159 1202 262</box>
dateline: ಬೆಂಗಳೂರು: <box>341 688 392 702</box>
article-text: ಪ್ರತಿಷ್ಠಾಪನೆ ಹಾಗೂ ಧರ್ಮ ಸಮಾರಂಭಗಳನ್ನು ಸಂಯೋಜಿಸುವುದು ಮತ್ತು ಸನಾತನ ಧರ್ಮ ಸಂಸ್ಕೃತಿಯ ಈ ಸಮಾರಂಭಕ್ಕೆ ಅರ್ಥ ಬರುತ್ತದೆ ಎಂದರು. ಈ ಸಂದರ್ಭದಲ್ಲಿ ಹಲವು ಮಠಾಧೀಶರು, ಗ್ರಾಮದ ಮುಖಂಡರು, ಭಕ್ತಾದಿಗಳು ಉಪಸ್ಥಿತರಿದ್ದರು. ಕಾರ್ಯಕ್ರಮದಲ್ಲಿ ಶ್ರೀಗಳನ್ನು ಸನ್ಮಾನಿಸಲಾಯಿತು. ಗ್ರಾಮಸ್ಥರು ಹಾಗೂ ಭಕ್ತರು ಪ್ರಸಾದ ವಿನಿಯೋಗದಲ್ಲಿ ಪಾಲ್ಗೊಂಡರು. ಸಾಂಸ್ಕೃತಿಕ ಕಾರ್ಯಕ್ರಮಗಳು ನಡೆದವು. <box>251 2322 720 2390</box>
issue-date: 4.2.2025 <box>1311 73 1376 90</box>
